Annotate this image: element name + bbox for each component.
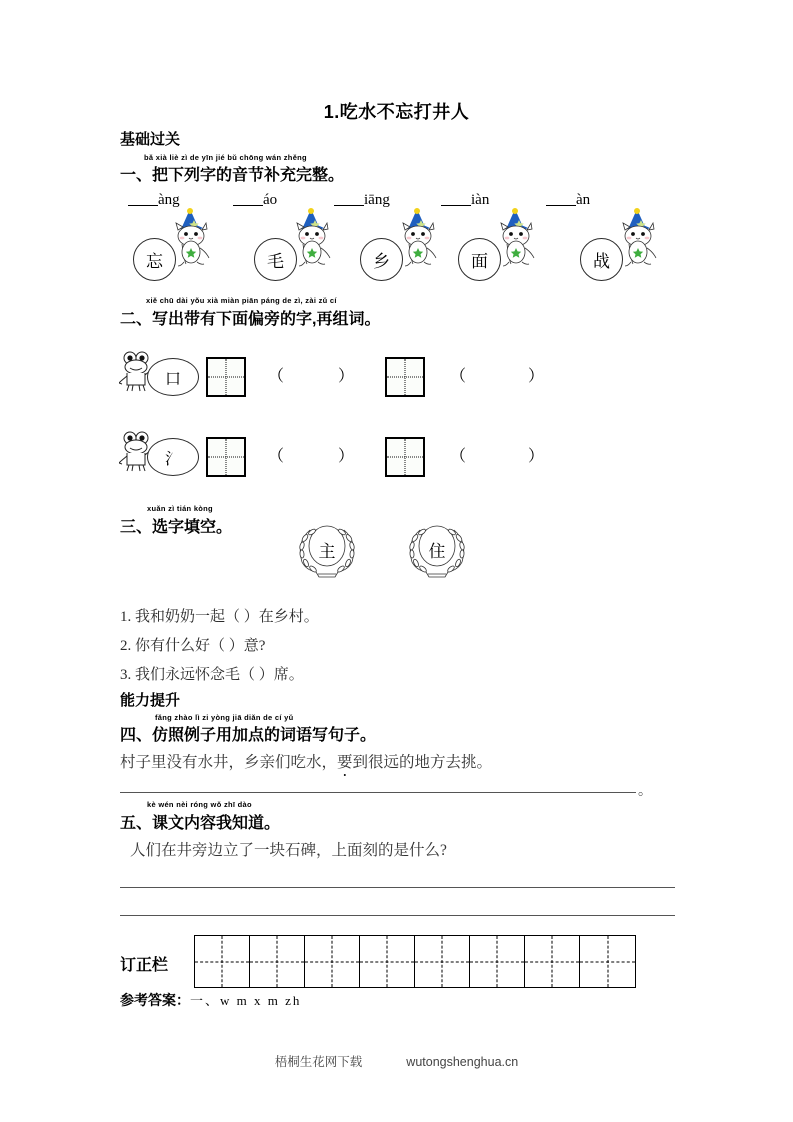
section1-heading: 一、把下列字的音节补充完整。	[120, 167, 345, 184]
char-circle-1: 忘	[133, 238, 176, 281]
answer-paren-close: ）	[338, 448, 355, 465]
answer-paren-open: （	[450, 368, 467, 385]
correction-cell[interactable]	[305, 936, 360, 987]
blank-underline[interactable]	[441, 205, 471, 206]
cat-icon	[615, 208, 661, 268]
example-dotted-word: 要	[337, 754, 353, 771]
reference-answers	[120, 990, 301, 1010]
section2-pinyin: xiě chū dài yǒu xià miàn piān páng de zì, zài zǔ cí	[146, 296, 337, 305]
char-circle-4: 面	[458, 238, 501, 281]
section4-pinyin: fǎng zhào lì zi yòng jiā diǎn de cí yǔ	[155, 713, 294, 722]
correction-cell[interactable]	[525, 936, 580, 987]
section4-answer-line[interactable]	[120, 792, 636, 793]
choice-char-1: 主	[318, 541, 336, 561]
footer	[0, 1052, 793, 1070]
tianzige-box[interactable]	[206, 357, 246, 397]
section5-question: 人们在井旁边立了一块石碑，上面刻的是什么?	[130, 842, 447, 859]
cat-icon	[395, 208, 441, 268]
correction-cell[interactable]	[195, 936, 250, 987]
syllable-blank-5	[546, 192, 590, 209]
section5-heading: 五、课文内容我知道。	[120, 815, 281, 832]
char-circle-5: 战	[580, 238, 623, 281]
reference-answers-label: 参考答案：	[120, 992, 190, 1008]
radical-ellipse-row2: 氵	[147, 438, 199, 476]
syllable-blank-2	[233, 192, 277, 209]
cat-icon	[289, 208, 335, 268]
page-title: 1.吃水不忘打井人	[323, 102, 470, 122]
section5-answer-line-2[interactable]	[120, 915, 675, 916]
syllable-text: áo	[263, 192, 278, 208]
cat-icon	[168, 208, 214, 268]
answer-paren-open: （	[450, 448, 467, 465]
tianzige-box[interactable]	[385, 437, 425, 477]
syllable-text: iāng	[364, 192, 390, 208]
answer-paren-close: ）	[528, 368, 545, 385]
answer-paren-open: （	[268, 368, 285, 385]
fill-question-3: 3. 我们永远怀念毛（ ）席。	[120, 667, 304, 683]
section5-pinyin: kè wén nèi róng wǒ zhī dào	[147, 800, 252, 809]
correction-cell[interactable]	[470, 936, 525, 987]
footer-site: wutongshenghua.cn	[406, 1055, 519, 1069]
section3-pinyin: xuǎn zì tián kòng	[147, 504, 213, 513]
correction-label: 订正栏	[120, 957, 169, 974]
example-prefix: 村子里没有水井，乡亲们吃水，	[120, 754, 338, 771]
syllable-blank-1	[128, 192, 180, 209]
section3-heading: 三、选字填空。	[120, 519, 233, 536]
group-title-advanced: 能力提升	[120, 692, 181, 709]
tianzige-box[interactable]	[385, 357, 425, 397]
blank-underline[interactable]	[334, 205, 364, 206]
tianzige-box[interactable]	[206, 437, 246, 477]
correction-cell[interactable]	[250, 936, 305, 987]
char-circle-2: 毛	[254, 238, 297, 281]
syllable-text: iàn	[471, 192, 490, 208]
blank-underline[interactable]	[128, 205, 158, 206]
section4-heading: 四、仿照例子用加点的词语写句子。	[120, 727, 377, 744]
correction-cell[interactable]	[415, 936, 470, 987]
blank-underline[interactable]	[233, 205, 263, 206]
section4-answer-period: 。	[638, 784, 652, 799]
correction-cell[interactable]	[360, 936, 415, 987]
reference-answers-value: 一、w m x m zh	[190, 993, 302, 1008]
fill-question-2: 2. 你有什么好（ ）意?	[120, 638, 266, 654]
answer-paren-open: （	[268, 448, 285, 465]
syllable-text: àng	[158, 192, 180, 208]
section4-example	[120, 750, 492, 772]
syllable-blank-4	[441, 192, 489, 209]
section5-answer-line-1[interactable]	[120, 887, 675, 888]
section2-heading: 二、写出带有下面偏旁的字,再组词。	[120, 311, 381, 328]
blank-underline[interactable]	[546, 205, 576, 206]
syllable-text: àn	[576, 192, 591, 208]
radical-ellipse-row1: 口	[147, 358, 199, 396]
example-suffix: 到很远的地方去挑。	[352, 754, 493, 771]
syllable-blank-3	[334, 192, 390, 209]
char-circle-3: 乡	[360, 238, 403, 281]
correction-cell[interactable]	[580, 936, 635, 987]
choice-char-2: 住	[428, 541, 446, 561]
group-title-basic: 基础过关	[120, 131, 181, 148]
correction-grid[interactable]	[194, 935, 636, 988]
fill-question-1: 1. 我和奶奶一起（ ）在乡村。	[120, 609, 319, 625]
section1-pinyin: bǎ xià liè zì de yīn jié bǔ chōng wán zhěng	[144, 153, 307, 162]
footer-brand: 梧桐生花网下载	[274, 1055, 363, 1069]
answer-paren-close: ）	[528, 448, 545, 465]
cat-icon	[493, 208, 539, 268]
answer-paren-close: ）	[338, 368, 355, 385]
